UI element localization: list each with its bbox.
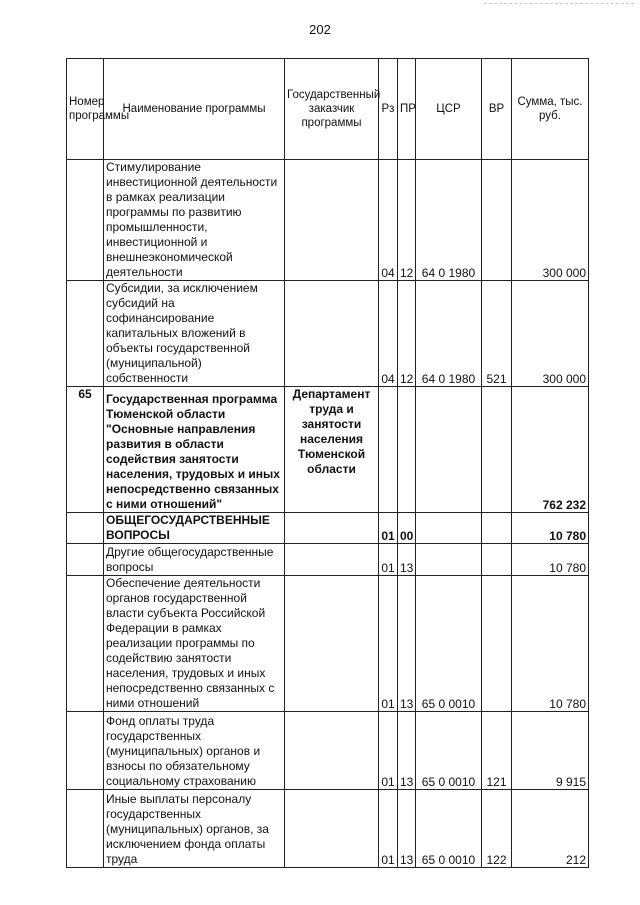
cell-pr: 13 [398,576,416,712]
cell-pr: 13 [398,712,416,790]
cell-num [67,712,104,790]
cell-vr [482,160,512,281]
cell-num [67,281,104,387]
cell-vr [482,544,512,576]
cell-sum: 300 000 [512,160,589,281]
header-rz: Рз [379,59,398,160]
top-edge-mark [484,3,634,5]
cell-vr [482,576,512,712]
cell-name: Иные выплаты персоналу государственных (муниципальных) органов, за исключением фонда оплаты труда [104,790,285,868]
cell-csr: 64 0 1980 [416,160,482,281]
page-number: 202 [309,22,331,37]
cell-num [67,790,104,868]
cell-customer [285,513,379,544]
cell-customer [285,576,379,712]
cell-vr: 121 [482,712,512,790]
cell-vr: 122 [482,790,512,868]
table-row [67,281,589,387]
cell-pr [398,387,416,513]
cell-sum: 10 780 [512,544,589,576]
budget-table [66,58,589,868]
table-row-section [67,513,589,544]
cell-csr: 65 0 0010 [416,790,482,868]
cell-csr [416,387,482,513]
cell-rz: 01 [379,790,398,868]
header-name: Наименование программы [104,59,285,160]
cell-vr: 521 [482,281,512,387]
header-num: Номер программы [67,59,104,160]
cell-rz: 04 [379,160,398,281]
cell-rz: 01 [379,712,398,790]
cell-num [67,513,104,544]
table-row [67,160,589,281]
cell-pr: 00 [398,513,416,544]
cell-csr: 65 0 0010 [416,576,482,712]
cell-customer [285,281,379,387]
cell-num [67,576,104,712]
cell-num: 65 [67,387,104,513]
cell-rz: 01 [379,576,398,712]
cell-pr: 12 [398,281,416,387]
cell-num [67,160,104,281]
cell-customer: Департамент труда и занятости населения Тюменской области [285,387,379,513]
cell-csr [416,544,482,576]
cell-sum: 762 232 [512,387,589,513]
cell-sum: 10 780 [512,513,589,544]
cell-name: Государственная программа Тюменской области "Основные направления развития в области содействия занятости населения, трудовых и иных непосредственно связанных с ними отношений" [104,387,285,513]
header-pr: ПР [398,59,416,160]
header-customer: Государственный заказчик программы [285,59,379,160]
cell-csr [416,513,482,544]
cell-pr: 12 [398,160,416,281]
cell-sum: 10 780 [512,576,589,712]
cell-pr: 13 [398,790,416,868]
cell-name: Другие общегосударственные вопросы [104,544,285,576]
cell-sum: 300 000 [512,281,589,387]
cell-customer [285,712,379,790]
cell-name: Стимулирование инвестиционной деятельности в рамках реализации программы по развитию промышленности, инвестиционной и внешнеэкономической деятельности [104,160,285,281]
cell-num [67,544,104,576]
cell-name: Обеспечение деятельности органов государственной власти субъекта Российской Федерации в рамках реализации программы по содействию занятости населения, трудовых и иных непосредственно связанных с ними отношений [104,576,285,712]
cell-customer [285,790,379,868]
cell-csr: 65 0 0010 [416,712,482,790]
cell-rz: 01 [379,513,398,544]
cell-vr [482,513,512,544]
header-csr: ЦСР [416,59,482,160]
cell-customer [285,160,379,281]
cell-pr: 13 [398,544,416,576]
cell-vr [482,387,512,513]
table-row [67,712,589,790]
table-row [67,544,589,576]
header-vr: ВР [482,59,512,160]
cell-sum: 212 [512,790,589,868]
table-row-program [67,387,589,513]
cell-sum: 9 915 [512,712,589,790]
cell-rz: 01 [379,544,398,576]
cell-rz [379,387,398,513]
table-row [67,790,589,868]
table-row [67,576,589,712]
cell-customer [285,544,379,576]
cell-csr: 64 0 1980 [416,281,482,387]
header-sum: Сумма, тыс. руб. [512,59,589,160]
cell-name: ОБЩЕГОСУДАРСТВЕННЫЕ ВОПРОСЫ [104,513,285,544]
header-row [67,59,589,160]
cell-name: Субсидии, за исключением субсидий на софинансирование капитальных вложений в объекты государственной (муниципальной) собственности [104,281,285,387]
cell-rz: 04 [379,281,398,387]
cell-name: Фонд оплаты труда государственных (муниципальных) органов и взносы по обязательному социальному страхованию [104,712,285,790]
